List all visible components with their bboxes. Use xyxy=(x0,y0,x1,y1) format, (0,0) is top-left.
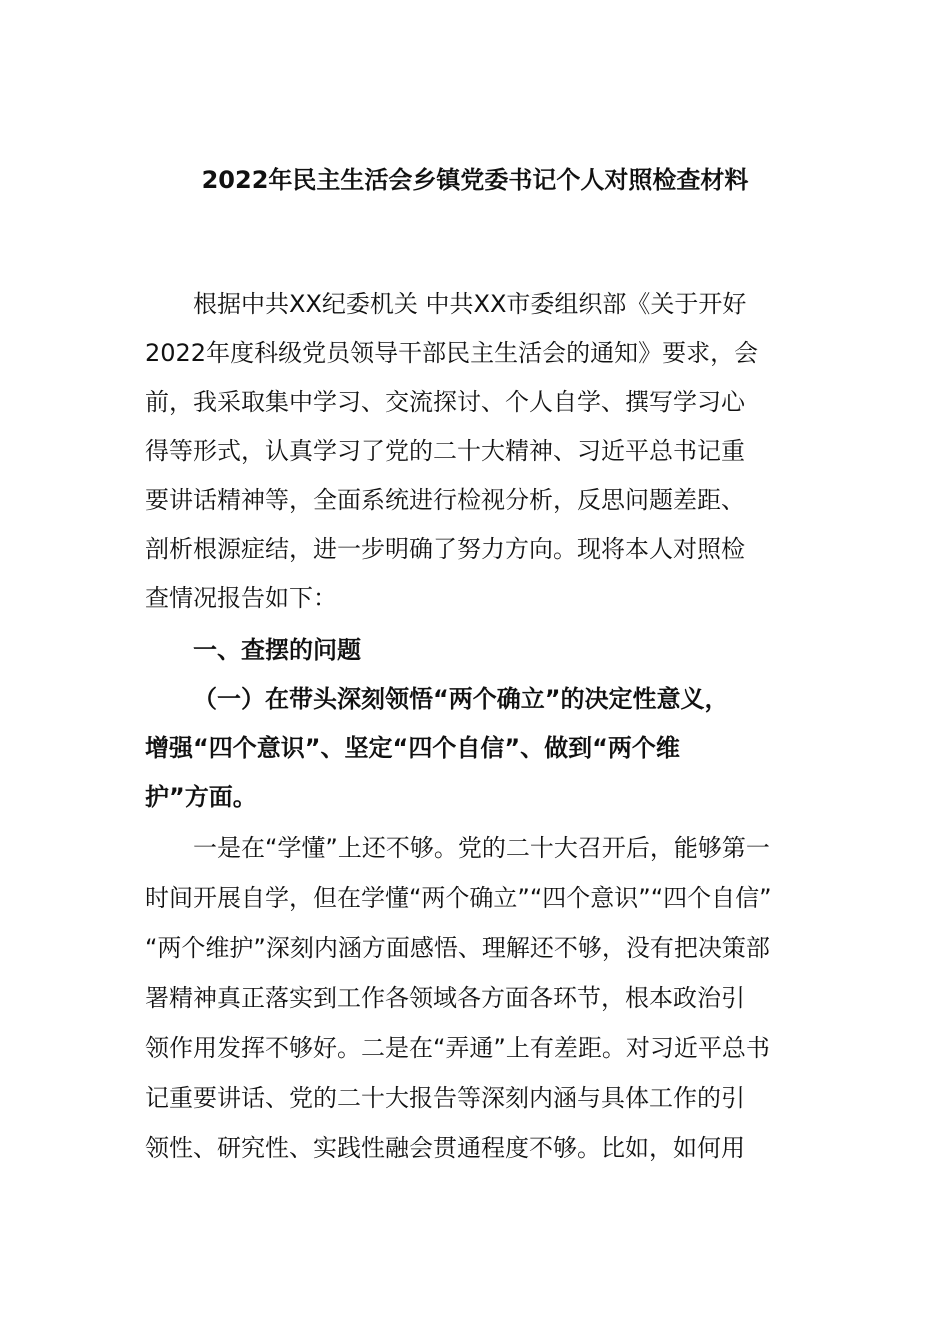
paragraph-line: 得等形式，认真学习了党的二十大精神、习近平总书记重 xyxy=(145,437,745,465)
section-heading: 一、查摆的问题 xyxy=(193,636,361,664)
paragraph-line: 记重要讲话、党的二十大报告等深刻内涵与具体工作的引 xyxy=(145,1084,745,1112)
paragraph-line: 署精神真正落实到工作各领域各方面各环节，根本政治引 xyxy=(145,984,745,1012)
paragraph-line: 时间开展自学，但在学懂“两个确立”“四个意识”“四个自信” xyxy=(145,884,772,912)
paragraph-line: 查情况报告如下： xyxy=(145,584,337,612)
subsection-heading: （一）在带头深刻领悟“两个确立”的决定性意义， xyxy=(193,685,729,713)
paragraph-line: 领性、研究性、实践性融会贯通程度不够。比如，如何用 xyxy=(145,1134,745,1162)
subsection-heading: 护”方面。 xyxy=(145,783,257,811)
document-title: 2022年民主生活会乡镇党委书记个人对照检查材料 xyxy=(201,166,749,194)
subsection-heading: 增强“四个意识”、坚定“四个自信”、做到“两个维 xyxy=(145,734,680,762)
paragraph-line: 根据中共XX纪委机关 中共XX市委组织部《关于开好 xyxy=(193,290,747,318)
paragraph-line: 前，我采取集中学习、交流探讨、个人自学、撰写学习心 xyxy=(145,388,745,416)
paragraph-line: 剖析根源症结，进一步明确了努力方向。现将本人对照检 xyxy=(145,535,745,563)
paragraph-line: 要讲话精神等，全面系统进行检视分析，反思问题差距、 xyxy=(145,486,745,514)
paragraph-line: 2022年度科级党员领导干部民主生活会的通知》要求，会 xyxy=(145,339,759,367)
paragraph-line: “两个维护”深刻内涵方面感悟、理解还不够，没有把决策部 xyxy=(145,934,770,962)
paragraph-line: 一是在“学懂”上还不够。党的二十大召开后，能够第一 xyxy=(193,834,770,862)
paragraph-line: 领作用发挥不够好。二是在“弄通”上有差距。对习近平总书 xyxy=(145,1034,770,1062)
